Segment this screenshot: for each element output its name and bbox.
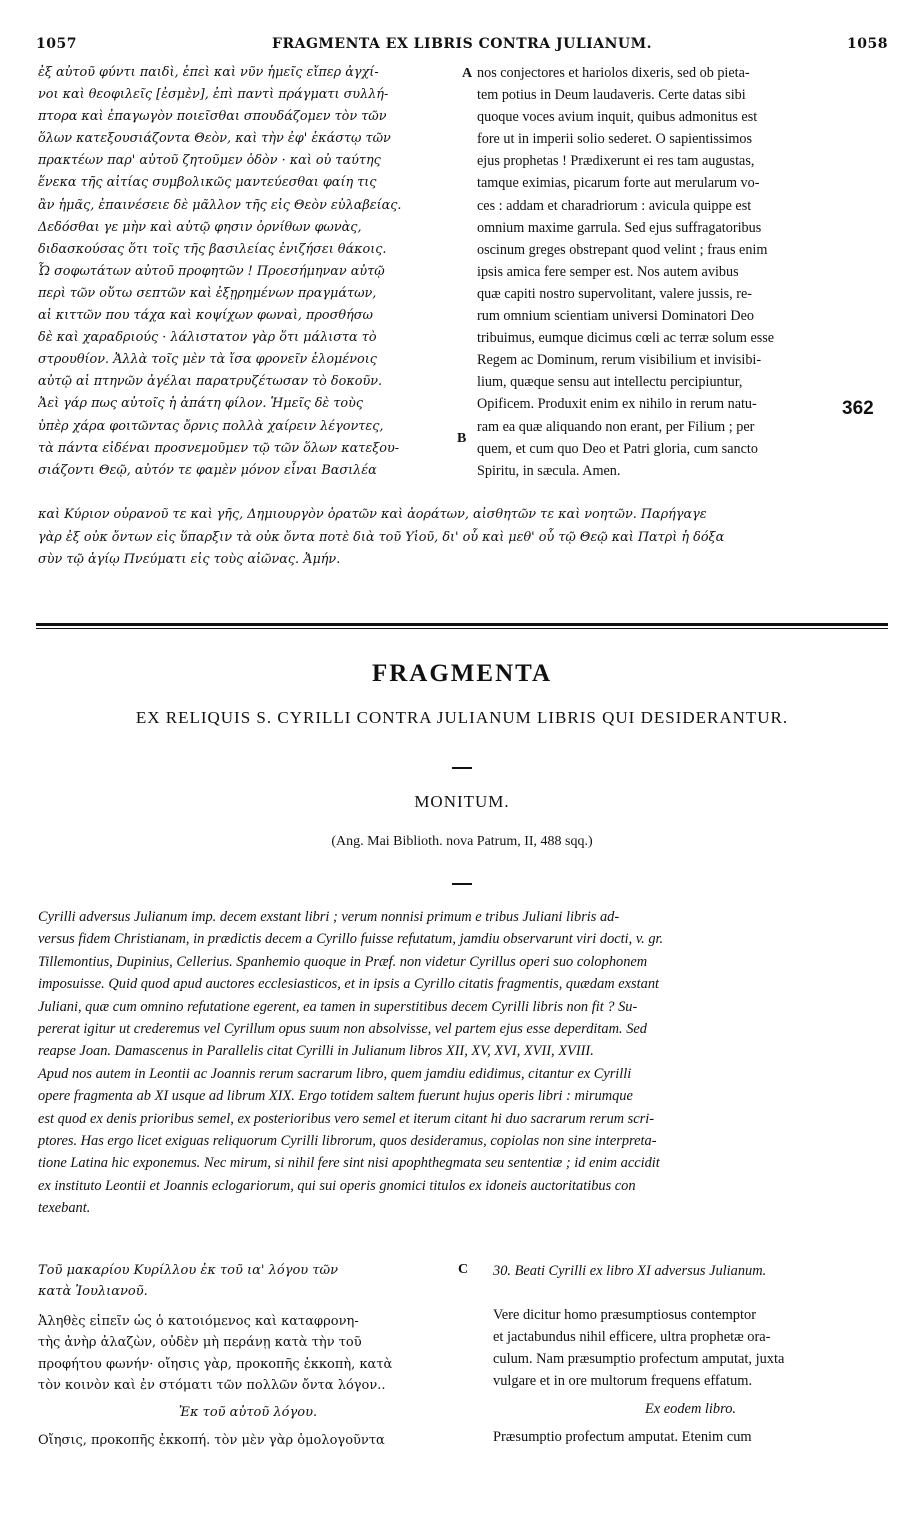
section-marker-b: B [457, 431, 467, 446]
text-line: imposuisse. Quid quod apud auctores ecclesiasticos, et in ipsis a Cyrillo citatis fragmentis, quædam exstant [38, 976, 660, 993]
text-line: nos conjectores et hariolos dixeris, sed ob pieta- [477, 65, 750, 81]
greek-fragment-column [38, 1260, 458, 1451]
text-line: Δεδόσθαι γε μὴν καὶ αὐτῷ φησιν ὀρνίθων φωνὰς, [38, 219, 362, 235]
text-line: νοι καὶ θεοφιλεῖς [ἐσμὲν], ἐπὶ παντὶ πράγματι συλλή- [38, 87, 389, 103]
greek-fragment-title [38, 1260, 458, 1303]
text-line: culum. Nam præsumptio profectum amputat, juxta [493, 1351, 785, 1367]
text-line: est quod ex denis prioribus semel, ex posterioribus vero semel et iterum citant hi duo sacrarum rerum scri- [38, 1110, 655, 1127]
text-line: τὴς ἀνὴρ ἀλαζὼν, οὐδὲν μὴ περάνῃ κατὰ τὴν τοῦ [38, 1335, 362, 1351]
text-line: ipsis amica fere semper est. Nos autem avibus [477, 263, 739, 280]
text-line: αἱ κιττῶν που τάχα καὶ κοψίχων φωναὶ, προσθήσω [38, 308, 373, 324]
text-line: Regem ac Dominum, rerum visibilium et invisibi- [477, 352, 762, 369]
text-line: ἂν ἡμᾶς, ἐπαινέσειε δὲ μᾶλλον τῆς εἰς Θεὸν εὐλαβείας. [38, 197, 402, 213]
text-line: γὰρ ἐξ οὐκ ὄντων εἰς ὕπαρξιν τὰ οὐκ ὄντα ποτὲ διὰ τοῦ Υἱοῦ, δι' οὗ καὶ μεθ' οὗ τῷ Θεῷ καὶ Πατρὶ ἡ δόξα [38, 529, 725, 545]
source-reference: (Ang. Mai Biblioth. nova Patrum, II, 488 sqq.) [331, 834, 593, 849]
text-line: Vere dicitur homo præsumptiosus contemptor [493, 1307, 756, 1323]
text-line: texebant. [38, 1200, 91, 1217]
text-line: ὑπὲρ χάρα φοιτῶντας ὄρνις πολλὰ χαίρειν λέγοντες, [38, 418, 384, 434]
section-marker-c: C [458, 1262, 469, 1277]
text-line: pererat igitur ut crederemus vel Cyrillum opus suum non absolvisse, vel partem ejus esse deperditam. Sed [38, 1021, 647, 1038]
text-line: περὶ τῶν οὕτω σεπτῶν καὶ ἐξῃρημένων πραγμάτων, [38, 285, 377, 301]
text-line: Cyrilli adversus Julianum imp. decem exstant libri ; verum nonnisi primum e tribus Juliani libris ad- [38, 909, 620, 925]
section-divider [36, 623, 888, 626]
text-line: Τοῦ μακαρίου Κυρίλλου ἐκ τοῦ ια' λόγου τῶν [38, 1263, 339, 1278]
text-line: τὰ πάντα εἰδέναι προσνεμοῦμεν τῷ τῶν ὅλων κατεξου- [38, 440, 400, 456]
latin-fragment-subtitle: Ex eodem libro. [645, 1401, 736, 1417]
text-line: opere fragmenta ab XI usque ad librum XIX. Ergo totidem saltem fuerunt hujus operis libri : mirumque [38, 1088, 633, 1105]
text-line: Tillemontius, Dupinius, Cellerius. Spanhemio quoque in Præf. non videtur Cyrillus operi suo colophonem [38, 953, 648, 970]
text-line: ces : addam et charadriorum : avicula quippe est [477, 197, 752, 214]
text-line: προφήτου φωνήν· οἴησις γὰρ, προκοπῆς ἐκκοπὴ, κατὰ [38, 1356, 393, 1372]
greek-column-top [38, 62, 454, 482]
greek-full-width-paragraph [38, 504, 888, 572]
text-line: ἐξ αὐτοῦ φύντι παιδὶ, ἐπεὶ καὶ νῦν ἡμεῖς εἴπερ ἀγχί- [38, 65, 379, 80]
text-line: διδασκούσας ὅτι τοῖς τῆς βασιλείας ἐνιζήσει θάκοις. [38, 241, 387, 257]
greek-fragment-body [38, 1311, 458, 1397]
monitum-paragraph [38, 906, 888, 1220]
text-line: et jactabundus nihil efficere, ultra prophetæ ora- [493, 1329, 771, 1345]
text-line: omnium maxime garrula. Sed ejus suffragatoribus [477, 219, 762, 236]
text-line: ejus prophetas ! Prædixerunt ei res tam augustas, [477, 153, 755, 170]
text-line: σιάζοντι Θεῷ, αὐτόν τε φαμὲν μόνον εἶναι Βασιλέα [38, 462, 377, 478]
text-line: σὺν τῷ ἁγίῳ Πνεύματι εἰς τοὺς αἰῶνας. Ἀμήν. [38, 552, 341, 567]
text-line: πτορα καὶ ἐπαγωγὸν ποιεῖσθαι σπουδάζομεν τὸν τῶν [38, 109, 387, 125]
text-line: δὲ καὶ χαραδριούς · λάλιστατον γὰρ ὅτι μάλιστα τὸ [38, 330, 377, 346]
section-marker-a: A [462, 66, 473, 81]
text-line: καὶ Κύριον οὐρανοῦ τε καὶ γῆς, Δημιουργὸν ὁρατῶν καὶ ἀοράτων, αἰσθητῶν τε καὶ νοητῶν. Παρήγαγε [38, 507, 707, 522]
latin-fragment-column [493, 1260, 888, 1448]
text-line: πρακτέων παρ' αὐτοῦ ζητοῦμεν ὁδὸν · καὶ οὐ ταύτης [38, 153, 381, 169]
text-line: lium, quæque sensu aut intellectu percipiuntur, [477, 374, 743, 391]
text-line: tribuimus, eumque dicimus cœli ac terræ solum esse [477, 330, 775, 347]
text-line: ram ea quæ aliquando non erant, per Filium ; per [477, 418, 755, 435]
text-line: versus fidem Christianam, in prædictis decem a Cyrillo fuisse refutatum, jamdiu observarunt viri docti, v. gr. [38, 931, 664, 948]
text-line: Ὦ σοφωτάτων αὐτοῦ προφητῶν ! Προεσήμηναν αὐτῷ [38, 263, 385, 279]
column-number-right: 1058 [847, 36, 888, 52]
section-subtitle: EX RELIQUIS S. CYRILLI CONTRA JULIANUM LIBRIS QUI DESIDERANTUR. [135, 708, 789, 727]
text-line: rum omnium scientiam universi Dominatori Deo [477, 308, 755, 325]
text-line: Apud nos autem in Leontii ac Joannis rerum sacrarum libro, quem jamdiu edidimus, citantur ex Cyrilli [38, 1065, 632, 1082]
greek-fragment-last-line: Οἴησις, προκοπῆς ἐκκοπή. τὸν μὲν γὰρ ὁμολογοῦντα [38, 1432, 385, 1448]
text-line: Opificem. Produxit enim ex nihilo in rerum natu- [477, 396, 757, 413]
page-number: 362 [842, 398, 874, 419]
section-title: FRAGMENTA [371, 660, 553, 687]
latin-fragment-body [493, 1304, 888, 1392]
heading-dash [452, 767, 472, 769]
text-line: ptores. Has ergo licet exiguas reliquorum Cyrilli librorum, quos desideramus, copiolas non sine interpreta- [38, 1133, 657, 1150]
greek-fragment-subtitle: Ἐκ τοῦ αὐτοῦ λόγου. [178, 1405, 318, 1421]
column-number-left: 1057 [36, 36, 77, 52]
text-line: reapse Joan. Damascenus in Parallelis citat Cyrilli in Julianum libros XII, XV, XVI, XVII, XVIII. [38, 1043, 594, 1060]
text-line: Ἀεὶ γάρ πως αὐτοῖς ἡ ἀπάτη φίλον. Ἡμεῖς δὲ τοὺς [38, 396, 364, 412]
heading-dash [452, 883, 472, 885]
text-line: vulgare et in ore multorum frequens effatum. [493, 1373, 753, 1389]
text-line: tione Latina hic exponemus. Nec mirum, si nihil fere sint nisi apophthegmata seu sententiæ ; id enim accidit [38, 1155, 660, 1172]
text-line: ὅλων κατεξουσιάζοντα Θεὸν, καὶ τὴν ἐφ' ἑκάστῳ τῶν [38, 131, 391, 147]
text-line: κατὰ Ἰουλιανοῦ. [38, 1284, 148, 1300]
text-line: Juliani, quæ cum omnino refutatione egerent, ea tamen in superstitibus decem Cyrilli libris non fit ? Su- [38, 998, 638, 1015]
text-line: quæ capiti nostro supervolitant, valere jussis, re- [477, 285, 753, 302]
text-line: quoque voces avium inquit, quibus admonitus est [477, 109, 758, 126]
text-line: ex instituto Leontii et Joannis eclogariorum, qui sui operis gnomici titulos ex idoneis auctoritatibus con [38, 1177, 636, 1194]
text-line: quem, et cum quo Deo et Patri gloria, cum sancto [477, 440, 758, 457]
text-line: tamque eximias, picarum forte aut merularum vo- [477, 175, 760, 192]
text-line: Spiritu, in sæcula. Amen. [477, 462, 621, 479]
text-line: oscinum greges obstrepant quod velint ; fraus enim [477, 241, 768, 258]
text-line: τὸν κοινὸν καὶ ἐν στόματι τῶν πολλῶν ὄντα λόγον.. [38, 1378, 386, 1394]
running-title: FRAGMENTA EX LIBRIS CONTRA JULIANUM. [272, 36, 652, 52]
latin-fragment-title: 30. Beati Cyrilli ex libro XI adversus Julianum. [493, 1263, 767, 1279]
text-line: ἕνεκα τῆς αἰτίας συμβολικῶς μαντεύεσθαι φαίη τις [38, 175, 377, 191]
monitum-heading: MONITUM. [414, 792, 510, 811]
section-divider-thin [36, 628, 888, 629]
text-line: αὐτῷ αἱ πτηνῶν ἀγέλαι παρατρυζέτωσαν τὸ δοκοῦν. [38, 374, 383, 390]
latin-fragment-last-line: Præsumptio profectum amputat. Etenim cum [493, 1429, 752, 1445]
text-line: tem potius in Deum laudaveris. Certe datas sibi [477, 87, 746, 104]
latin-column-top [477, 62, 889, 482]
text-line: Ἀληθὲς εἰπεῖν ὡς ὁ κατοιόμενος καὶ καταφρονη- [38, 1313, 359, 1329]
text-line: fore ut in imperii solio sederet. O sapientissimos [477, 131, 753, 148]
running-head [36, 36, 888, 58]
text-line: στρουθίον. Ἀλλὰ τοῖς μὲν τὰ ἴσα φρονεῖν ἑλομένοις [38, 352, 377, 368]
